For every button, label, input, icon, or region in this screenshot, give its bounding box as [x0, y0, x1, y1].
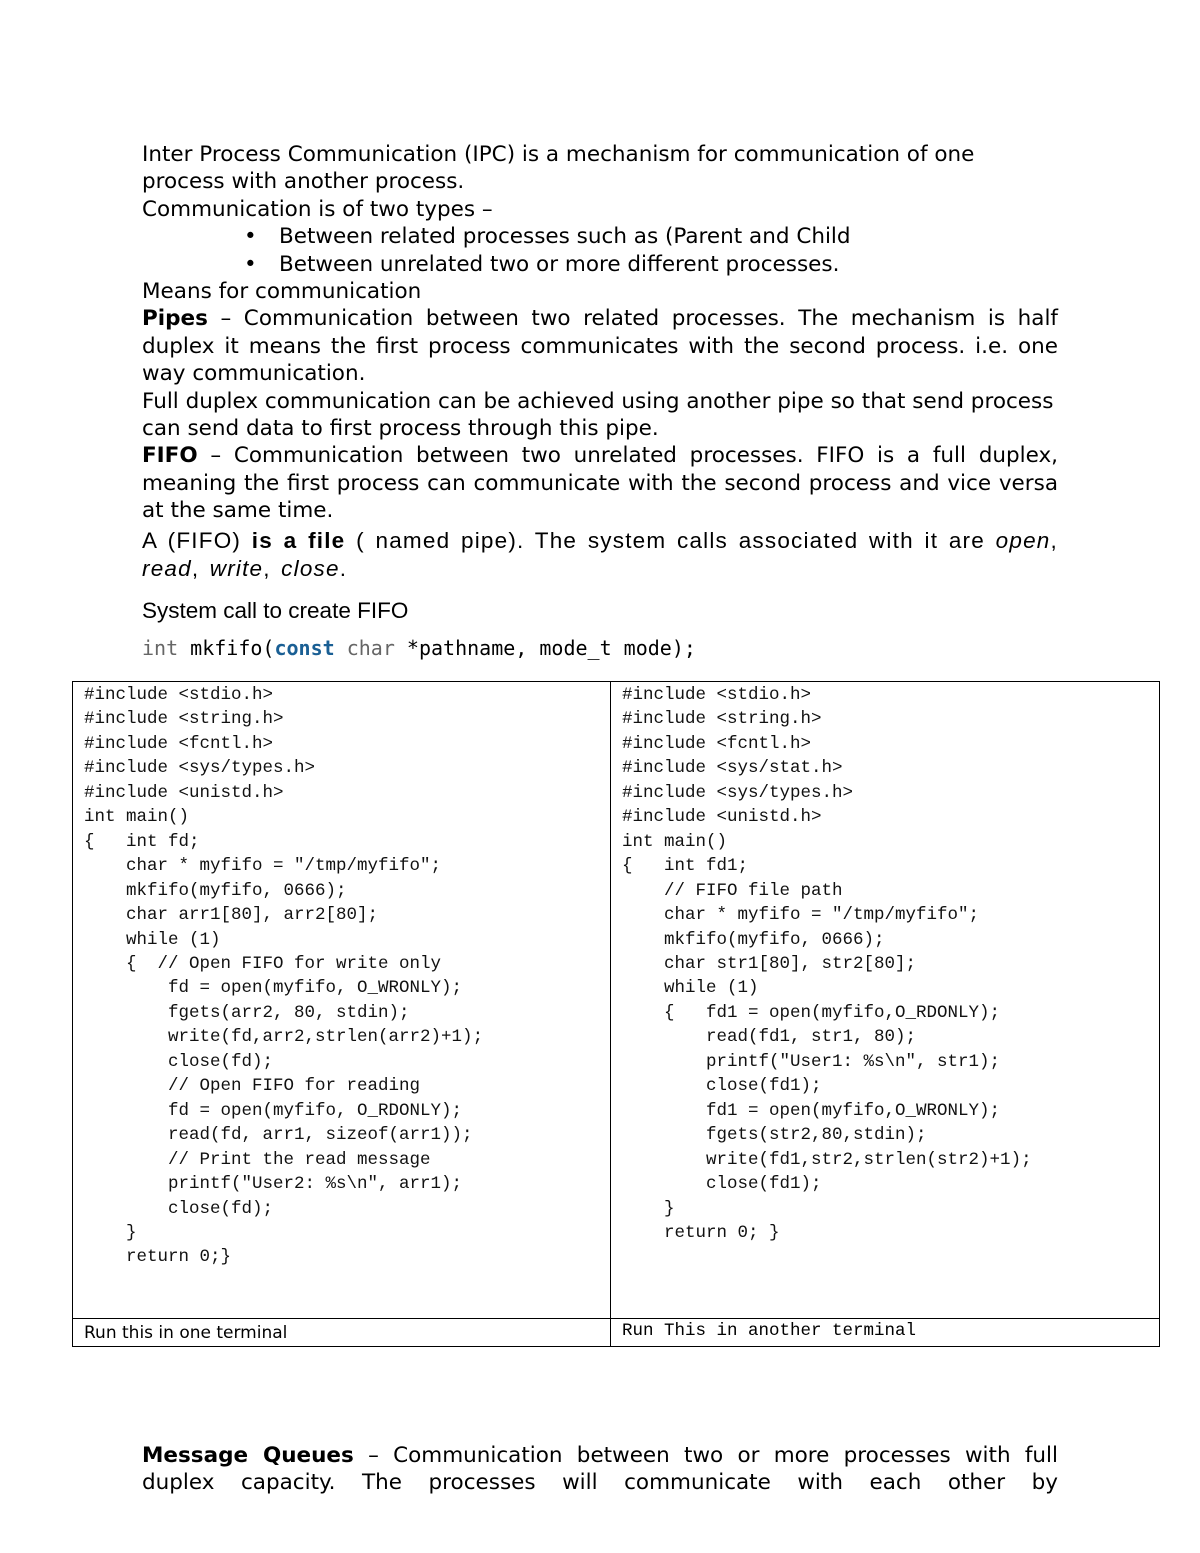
keyword-const: const: [274, 635, 335, 660]
fifo-file-bold: is a file: [251, 527, 346, 553]
fifo-file-line: [142, 527, 1058, 583]
list-item: • Between unrelated two or more different processes.: [142, 251, 1058, 278]
message-queues-description: – Communication between two or more processes with full duplex capacity. The processes will communicate with each other by: [142, 1443, 1058, 1496]
intro-section: [142, 141, 1058, 662]
full-duplex-note: Full duplex communication can be achieved using another pipe so that send process can send data to first process through this pipe.: [142, 388, 1054, 442]
signature-rest: *pathname, mode_t mode);: [394, 635, 696, 660]
syscall-heading: System call to create FIFO: [142, 597, 409, 623]
fifo-file-post: ( named pipe). The system calls associated with it are: [345, 527, 996, 553]
pipes-paragraph: [142, 305, 1058, 387]
syscall-read: read: [142, 555, 192, 581]
syscall-close: close: [281, 555, 340, 581]
syscall-open: open: [995, 527, 1051, 553]
signature-space: [335, 636, 347, 660]
pipes-term: Pipes: [142, 306, 208, 332]
writer-footer-cell: [73, 1319, 611, 1347]
fifo-term: FIFO: [142, 443, 198, 469]
syscall-sep: ,: [263, 555, 282, 581]
message-queues-section: [142, 1442, 1058, 1497]
syscall-write: write: [209, 555, 264, 581]
ipc-definition: Inter Process Communication (IPC) is a mechanism for communication of one process with another process.: [142, 142, 975, 195]
means-heading: Means for communication: [142, 279, 422, 305]
code-table: [72, 681, 1160, 1347]
fifo-description: – Communication between two unrelated processes. FIFO is a full duplex, meaning the first process can communicate with the second process and vice versa at the same time.: [142, 443, 1058, 524]
message-queues-paragraph: [142, 1442, 1058, 1497]
types-heading: Communication is of two types –: [142, 196, 493, 222]
reader-footer: Run This in another terminal: [622, 1321, 917, 1341]
writer-code-cell: [73, 682, 611, 1319]
list-item: • Between related processes such as (Parent and Child: [142, 223, 1058, 250]
fifo-paragraph: [142, 442, 1058, 524]
syscall-end: .: [339, 555, 348, 581]
writer-footer: Run this in one terminal: [84, 1323, 288, 1343]
mkfifo-signature: [142, 635, 1058, 662]
signature-name: mkfifo(: [178, 635, 275, 660]
syscall-sep: ,: [1050, 527, 1058, 553]
reader-footer-cell: [611, 1319, 1160, 1347]
pipes-description: – Communication between two related processes. The mechanism is half duplex it means the first process communicates with the second process. i.e. one way communication.: [142, 306, 1058, 387]
keyword-char: char: [346, 635, 395, 660]
reader-code-cell: [611, 682, 1160, 1319]
keyword-int: int: [142, 635, 179, 660]
types-list: [142, 223, 1058, 278]
message-queues-term: Message Queues: [142, 1443, 354, 1468]
syscall-sep: ,: [191, 555, 210, 581]
reader-code: #include <stdio.h> #include <string.h> #include <fcntl.h> #include <sys/stat.h> #include <sys/types.h> #include <unistd.h> int main() { int fd1; // FIFO file path char * myfifo = "/tmp/myfifo"; mkfifo(myfifo, 0666); char str1[80], str2[80]; while (1) { fd1 = open(myfifo,O_RDONLY); read(fd1, str1, 80); printf("User1: %s\n", str1); close(fd1); fd1 = open(myfifo,O_WRONLY); fgets(str2,80,stdin); write(fd1,str2,strlen(str2)+1); close(fd1); } return 0; }: [622, 685, 1032, 1243]
fifo-file-pre: A (FIFO): [142, 527, 252, 553]
writer-code: #include <stdio.h> #include <string.h> #include <fcntl.h> #include <sys/types.h> #include <unistd.h> int main() { int fd; char * myfifo = "/tmp/myfifo"; mkfifo(myfifo, 0666); char arr1[80], arr2[80]; while (1) { // Open FIFO for write only fd = open(myfifo, O_WRONLY); fgets(arr2, 80, stdin); write(fd,arr2,strlen(arr2)+1); close(fd); // Open FIFO for reading fd = open(myfifo, O_RDONLY); read(fd, arr1, sizeof(arr1)); // Print the read message printf("User2: %s\n", arr1); close(fd); } return 0;}: [84, 685, 484, 1268]
